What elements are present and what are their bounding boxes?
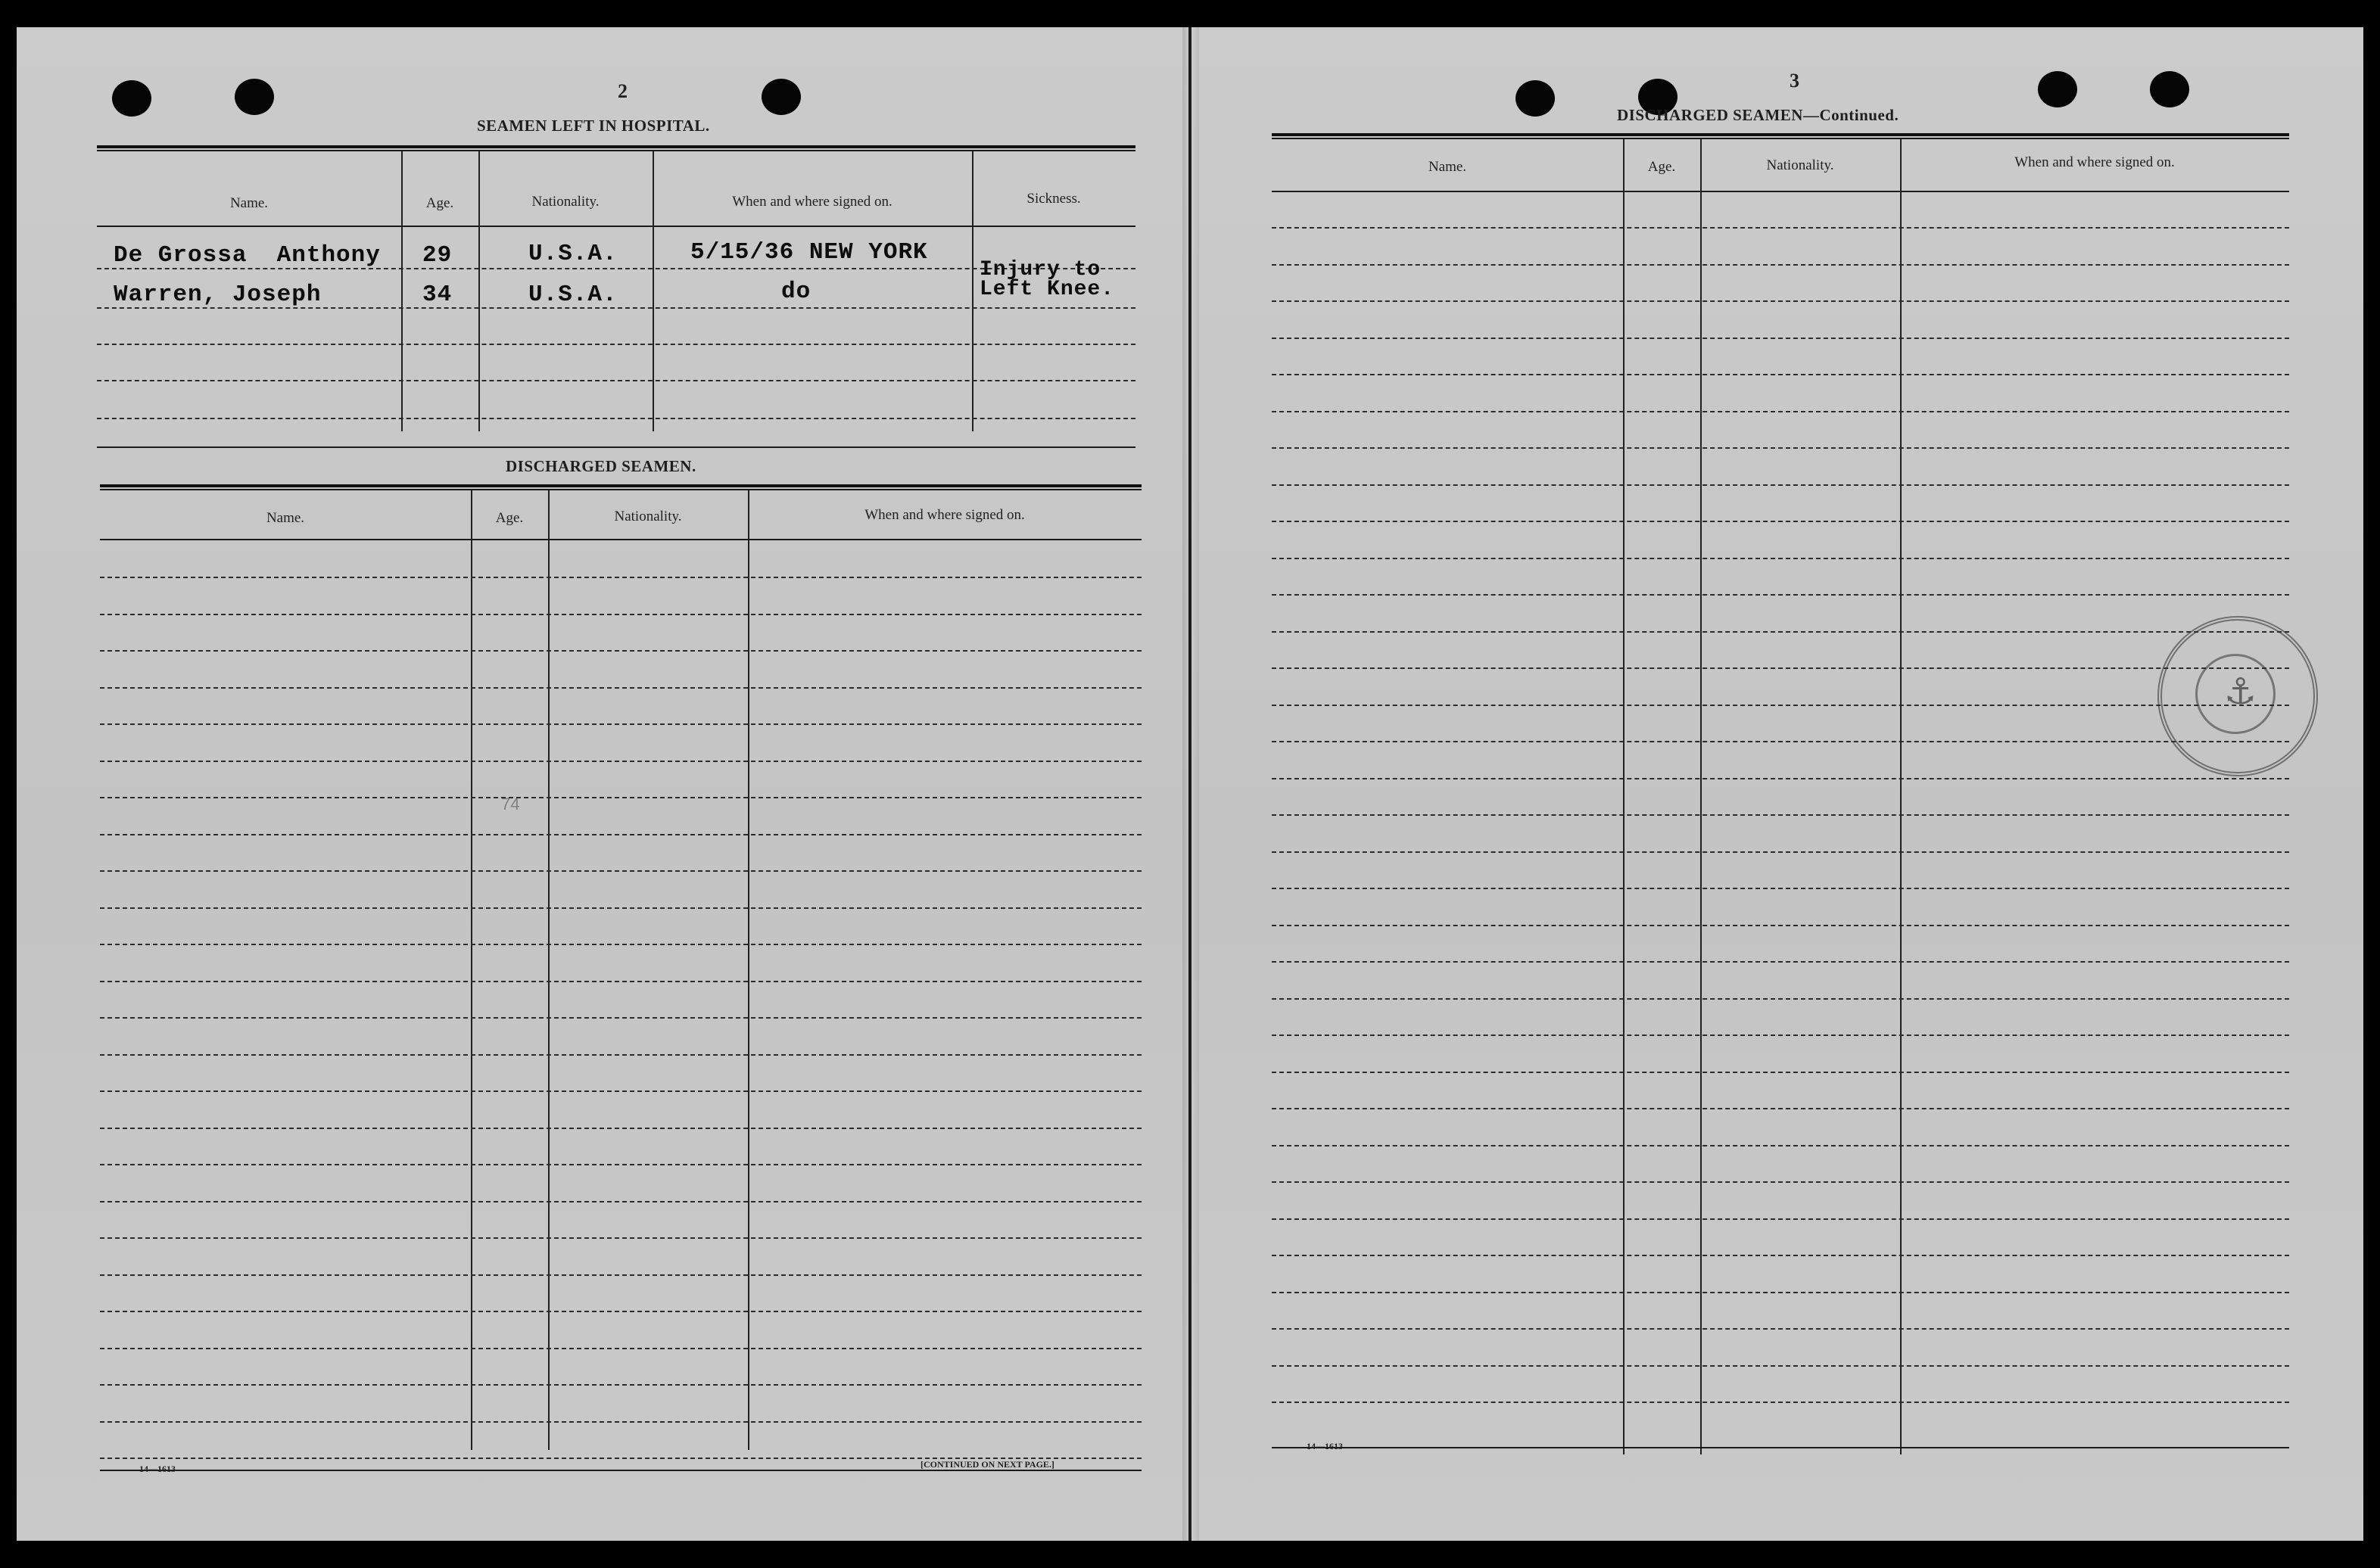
ruled-line (100, 687, 1142, 689)
hospital-row-1-age: 29 (422, 242, 453, 269)
header-age: Age. (425, 195, 454, 211)
ruled-line (100, 1090, 1142, 1092)
ruled-line (100, 1128, 1142, 1129)
discharged-table (100, 484, 1142, 1483)
header-name: Name. (1428, 159, 1467, 175)
ruled-line (100, 1348, 1142, 1349)
header-age: Age. (1647, 159, 1676, 175)
header-name: Name. (266, 510, 305, 526)
ruled-line (100, 944, 1142, 945)
ruled-line (1272, 484, 2289, 486)
discharged-continued-table (1272, 133, 2289, 1465)
ruled-line (100, 1421, 1142, 1423)
ruled-line (1272, 1145, 2289, 1146)
form-number: 14—1613 (1307, 1441, 1343, 1451)
ruled-line (1272, 1328, 2289, 1330)
ruled-line (1272, 925, 2289, 926)
ruled-line (1272, 300, 2289, 302)
margin-mark: 74 (501, 795, 520, 814)
hospital-section-title: SEAMEN LEFT IN HOSPITAL. (477, 117, 710, 135)
ruled-line (100, 650, 1142, 652)
ruled-line (100, 614, 1142, 615)
circular-stamp: ⚓ (2157, 616, 2318, 776)
punch-hole (112, 80, 151, 117)
hospital-row-1-nationality: U.S.A. (528, 241, 618, 267)
left-page (17, 27, 1188, 1541)
page-number: 3 (1790, 70, 1799, 92)
punch-hole (1516, 80, 1555, 117)
hospital-row-2-nationality: U.S.A. (528, 282, 618, 308)
discharged-continued-title (1617, 106, 1899, 125)
ruled-line (1272, 411, 2289, 412)
ruled-line (1272, 521, 2289, 522)
ruled-line (100, 1384, 1142, 1386)
ruled-line (1272, 558, 2289, 559)
ruled-line (1272, 1034, 2289, 1036)
punch-hole (235, 79, 274, 115)
discharged-section-title: DISCHARGED SEAMEN. (506, 457, 696, 475)
ruled-line (100, 870, 1142, 872)
hospital-row-1-sickness: Injury to Left Knee. (980, 258, 1115, 301)
ruled-line (100, 723, 1142, 725)
ruled-line (1272, 1218, 2289, 1220)
ruled-line (100, 907, 1142, 909)
header-signed-on: When and where signed on. (2014, 154, 2175, 170)
header-sickness: Sickness. (1026, 191, 1081, 207)
ruled-line (1272, 705, 2289, 706)
ruled-line (100, 1054, 1142, 1056)
ruled-line (1272, 851, 2289, 853)
ruled-line (1272, 778, 2289, 779)
punch-hole (762, 79, 801, 115)
header-nationality: Nationality. (531, 194, 600, 210)
ruled-line (1272, 1292, 2289, 1293)
hospital-row-2-signed-on: do (781, 278, 812, 305)
page-fold (1182, 27, 1199, 1541)
ruled-line (100, 1311, 1142, 1312)
right-page (1192, 27, 2363, 1541)
form-number: 14—1613 (139, 1464, 176, 1474)
header-signed-on: When and where signed on. (864, 507, 1025, 523)
ruled-line (1272, 888, 2289, 889)
header-nationality: Nationality. (614, 509, 682, 524)
ruled-line (1272, 1255, 2289, 1256)
ruled-line (1272, 1365, 2289, 1367)
header-nationality: Nationality. (1766, 157, 1834, 173)
title-main: DISCHARGED SEAMEN (1617, 106, 1803, 124)
header-age: Age. (495, 510, 524, 526)
ruled-line (1272, 631, 2289, 633)
hospital-table (97, 145, 1135, 463)
continued-note: [CONTINUED ON NEXT PAGE.] (921, 1459, 1054, 1470)
ruled-line (1272, 338, 2289, 339)
hospital-row-2-name: Warren, Joseph (114, 282, 322, 308)
ruled-line (1272, 741, 2289, 742)
punch-hole (2038, 71, 2077, 107)
ruled-line (100, 1201, 1142, 1202)
header-name: Name. (229, 195, 269, 211)
ruled-line (1272, 998, 2289, 1000)
ruled-line (1272, 227, 2289, 229)
ruled-line (100, 577, 1142, 578)
punch-hole (2150, 71, 2189, 107)
header-signed-on: When and where signed on. (732, 194, 892, 210)
ruled-line (1272, 1402, 2289, 1403)
ruled-line (1272, 667, 2289, 669)
ruled-line (1272, 814, 2289, 816)
ruled-line (100, 1164, 1142, 1165)
ruled-line (1272, 961, 2289, 963)
title-continued: —Continued. (1802, 106, 1899, 124)
ruled-line (1272, 1181, 2289, 1183)
ruled-line (1272, 447, 2289, 449)
ruled-line (1272, 594, 2289, 596)
ruled-line (100, 1274, 1142, 1276)
ruled-line (1272, 1108, 2289, 1109)
ruled-line (100, 761, 1142, 762)
hospital-row-2-age: 34 (422, 282, 453, 308)
page-number: 2 (618, 80, 628, 102)
ruled-line (100, 797, 1142, 798)
ruled-line (1272, 264, 2289, 266)
ruled-line (1272, 374, 2289, 375)
hospital-row-1-signed-on: 5/15/36 NEW YORK (690, 239, 928, 266)
ruled-line (100, 834, 1142, 835)
ruled-line (100, 1237, 1142, 1239)
ruled-line (100, 1017, 1142, 1019)
ruled-line (100, 981, 1142, 982)
hospital-row-1-name: De Grossa Anthony (114, 242, 381, 269)
ruled-line (1272, 1072, 2289, 1073)
